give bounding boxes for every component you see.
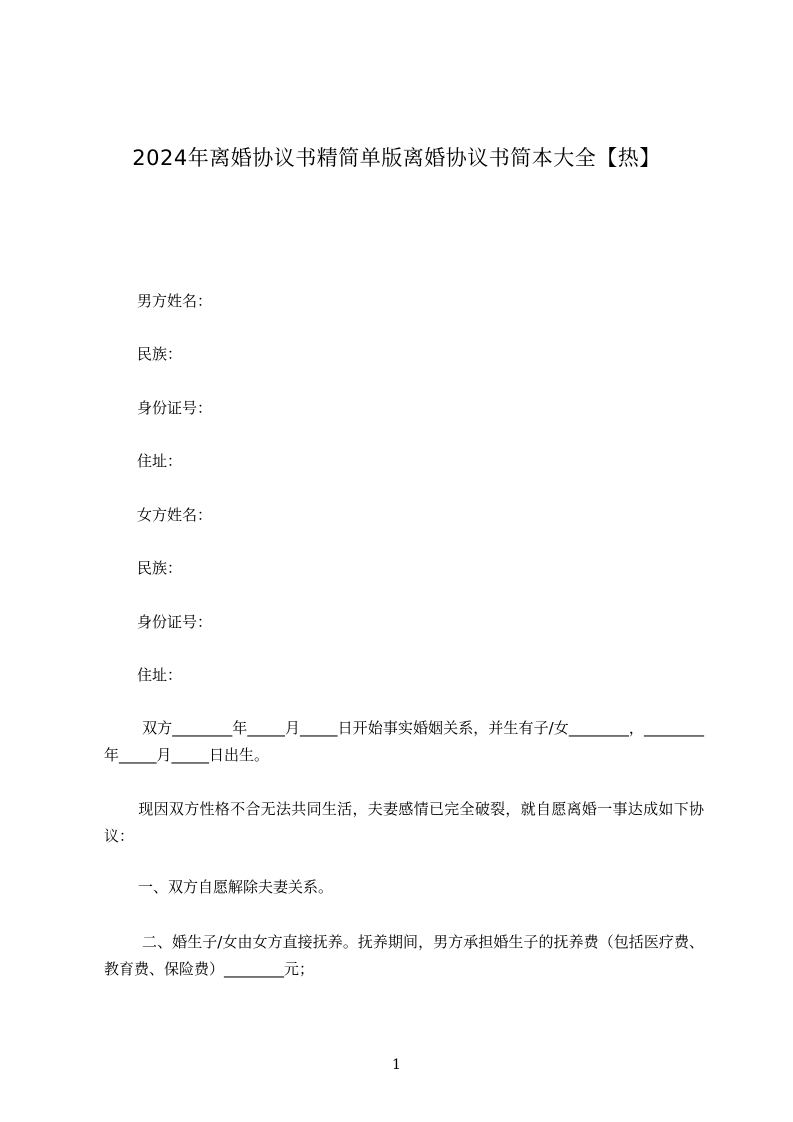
female-ethnicity-label: 民族： — [137, 559, 183, 577]
male-name-label: 男方姓名： — [137, 292, 213, 310]
clause-1-text: 一、双方自愿解除夫妻关系。 — [138, 878, 334, 896]
document-title: 2024年离婚协议书精简单版离婚协议书简本大全【热】 — [132, 146, 661, 170]
male-id-label: 身份证号： — [137, 399, 213, 417]
reason-text: 现因双方性格不合无法共同生活，夫妻感情已完全破裂，就自愿离婚一事达成如下协议： — [104, 800, 704, 845]
male-ethnicity-label: 民族： — [137, 345, 183, 363]
clause-2-paragraph — [104, 929, 704, 983]
female-name-label: 女方姓名： — [137, 506, 213, 524]
female-id-label: 身份证号： — [137, 613, 213, 631]
marriage-fact-text: 双方________年_____月_____日开始事实婚姻关系，并生有子/女________，________年_____月_____日出生。 — [104, 719, 704, 764]
marriage-fact-paragraph — [104, 715, 704, 769]
male-address-label: 住址： — [137, 452, 183, 470]
clause-2-text: 二、婚生子/女由女方直接抚养。抚养期间，男方承担婚生子的抚养费（包括医疗费、教育费、保险费）________元； — [104, 933, 704, 978]
female-address-label: 住址： — [137, 666, 183, 684]
clause-1-paragraph — [104, 874, 704, 901]
reason-paragraph — [104, 796, 704, 850]
page-number: 1 — [392, 1057, 401, 1073]
